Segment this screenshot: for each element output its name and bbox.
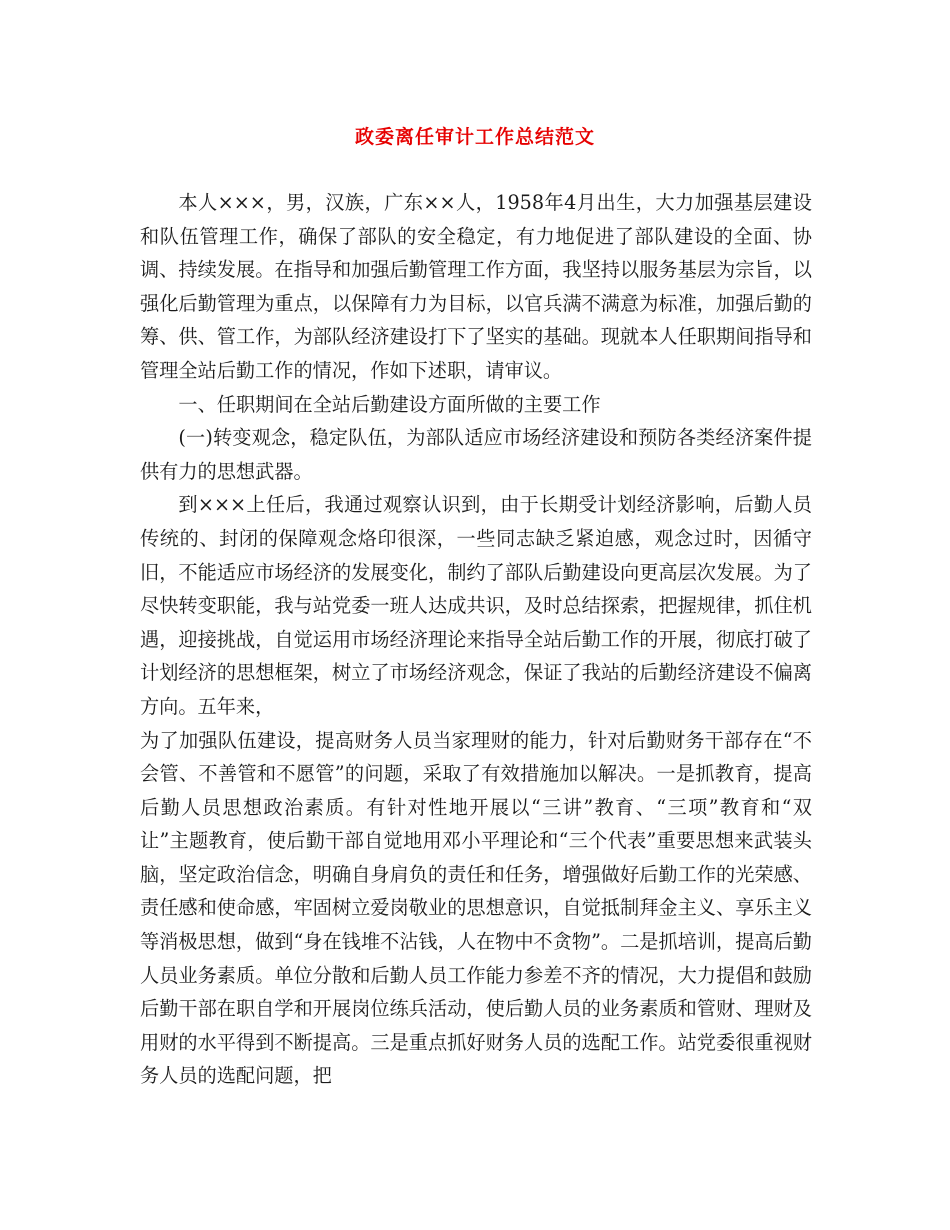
section-heading: 一、任职期间在全站后勤建设方面所做的主要工作 <box>178 392 601 416</box>
paragraph-body: 到×××上任后，我通过观察认识到，由于长期受计划经济影响，后勤人员传统的、封闭的保障观念烙印很深，一些同志缺乏紧迫感，观念过时，因循守旧，不能适应市场经济的发展变化，制约了部队后勤建设向更高层次发展。为了尽快转变职能，我与站党委一班人达成共识，及时总结探索，把握规律，抓住机遇，迎接挑战，自觉运用市场经济理论来指导全站后勤工作的开展，彻底打破了计划经济的思想框架，树立了市场经济观念，保证了我站的后勤经济建设不偏离方向。五年来， <box>140 493 812 718</box>
document-body <box>140 186 812 1093</box>
paragraph-intro: 本人×××，男，汉族，广东××人，1958年4月出生，大力加强基层建设和队伍管理工作，确保了部队的安全稳定，有力地促进了部队建设的全面、协调、持续发展。在指导和加强后勤管理工作方面，我坚持以服务基层为宗旨，以强化后勤管理为重点，以保障有力为目标，以官兵满不满意为标准，加强后勤的筹、供、管工作，为部队经济建设打下了坚实的基础。现就本人任职期间指导和管理全站后勤工作的情况，作如下述职，请审议。 <box>140 191 812 382</box>
subsection-heading: (一)转变观念，稳定队伍，为部队适应市场经济建设和预防各类经济案件提供有力的思想武器。 <box>140 426 812 483</box>
document-title: 政委离任审计工作总结范文 <box>354 126 595 148</box>
paragraph-continued: 为了加强队伍建设，提高财务人员当家理财的能力，针对后勤财务干部存在“不会管、不善管和不愿管”的问题，采取了有效措施加以解决。一是抓教育，提高后勤人员思想政治素质。有针对性地开展以“三讲”教育、“三项”教育和“双让”主题教育，使后勤干部自觉地用邓小平理论和“三个代表”重要思想来武装头脑，坚定政治信念，明确自身肩负的责任和任务，增强做好后勤工作的光荣感、责任感和使命感，牢固树立爱岗敬业的思想意识，自觉抵制拜金主义、享乐主义等消极思想，做到“身在钱堆不沾钱，人在物中不贪物”。二是抓培训，提高后勤人员业务素质。单位分散和后勤人员工作能力参差不齐的情况，大力提倡和鼓励后勤干部在职自学和开展岗位练兵活动，使后勤人员的业务素质和管财、理财及用财的水平得到不断提高。三是重点抓好财务人员的选配工作。站党委很重视财务人员的选配问题，把 <box>140 728 812 1088</box>
